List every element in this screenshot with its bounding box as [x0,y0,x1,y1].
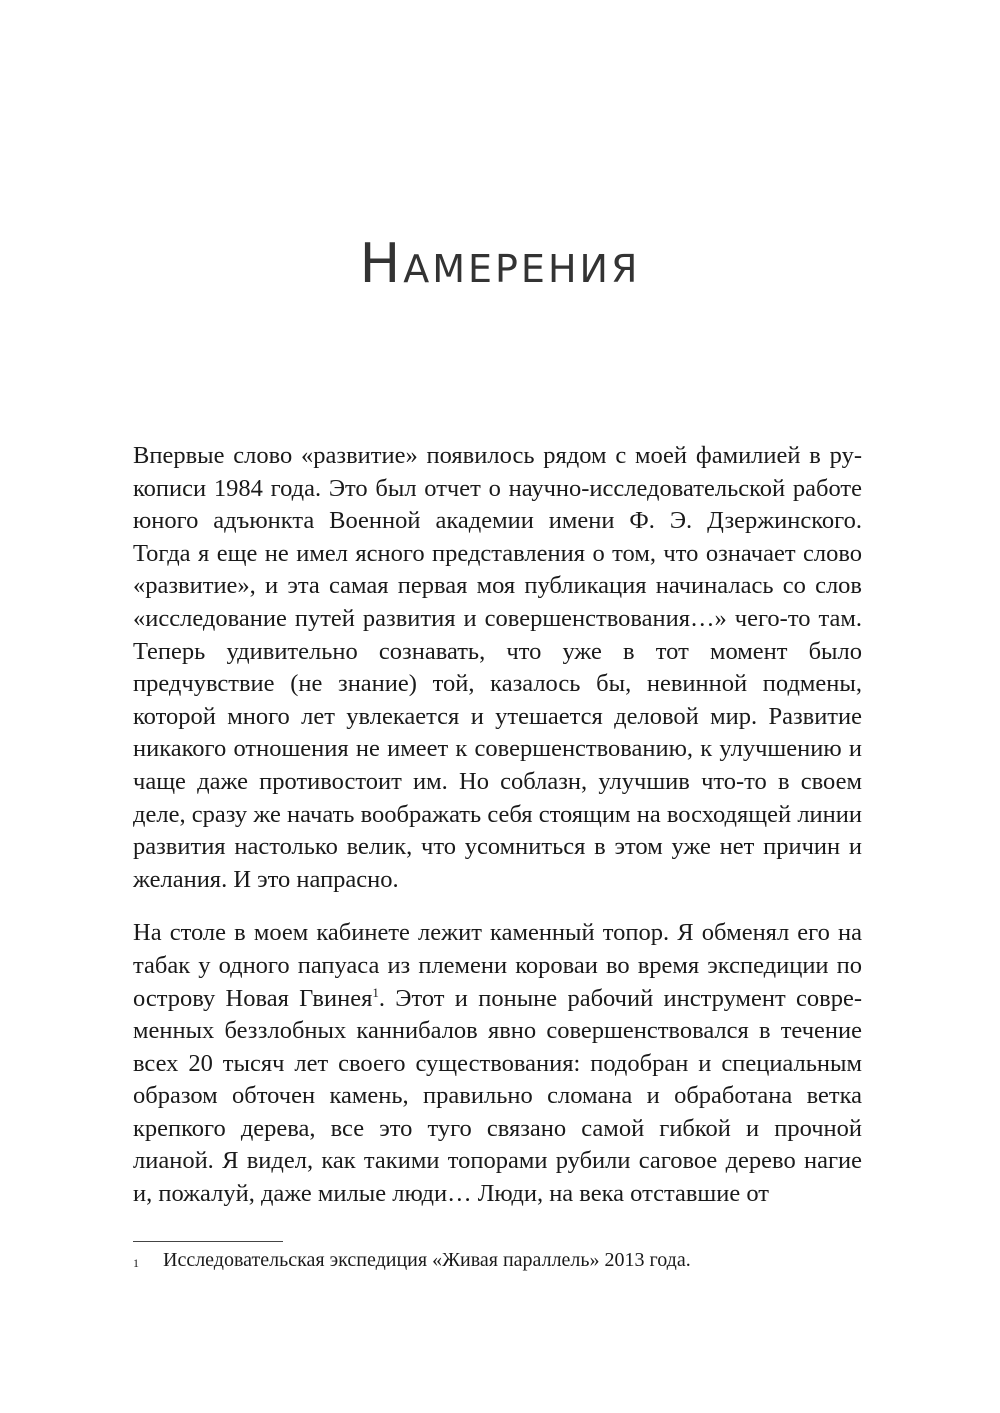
body-text [133,440,862,1232]
chapter-title: Намерения [359,232,641,295]
footnote-reference: 1 [372,984,379,1000]
paragraph-2-text-before-ref: На столе в моем кабинете лежит каменный топор. Я обменял его на табак у одного папуаса из племени короваи во время экспедиции по острову Новая Гвинея [133,919,862,1012]
footnote-number: 1 [133,1256,139,1270]
footnote-text: Исследовательская экспедиция «Живая параллель» 2013 года. [163,1249,691,1271]
footnote-divider [133,1241,283,1242]
paragraph-1: Впервые слово «развитие» появилось рядом с моей фамилией в рукописи 1984 года. Это был отчет о научно-исследовательской работе юного адъюнкта Военной академии имени Ф. Э. Дзержинского. Тогда я еще не имел ясного представления о том, что означает слово «развитие», и эта самая первая моя публикация начиналась со слов «исследование путей развития и совершенствования…» чего-то там. Теперь удивительно сознавать, что уже в тот момент было предчувствие (не знание) той, казалось бы, невинной подмены, которой много лет увлекается и утешается деловой мир. Развитие никакого отношения не имеет к совершенствованию, к улучшению и чаще даже противостоит им. Но соблазн, улучшив что-то в своем деле, сразу же начать воображать себя стоящим на восходящей линии развития настолько велик, что усомниться в этом уже нет причин и желания. И это напрасно. [133,442,862,893]
paragraph-2 [133,917,862,1210]
paragraph-2-text-after-ref: . Этот и поныне рабочий инструмент современных беззлобных каннибалов явно совершенствовался в течение всех 20 тысяч лет своего существования: подобран и специальным образом обточен камень, правильно сломана и обработана ветка крепкого дерева, все это туго связано самой гибкой и прочной лианой. Я видел, как такими топорами рубили саговое дерево нагие и, пожалуй, даже милые люди… Люди, на века отставшие от [133,984,862,1208]
footnote [133,1246,862,1274]
